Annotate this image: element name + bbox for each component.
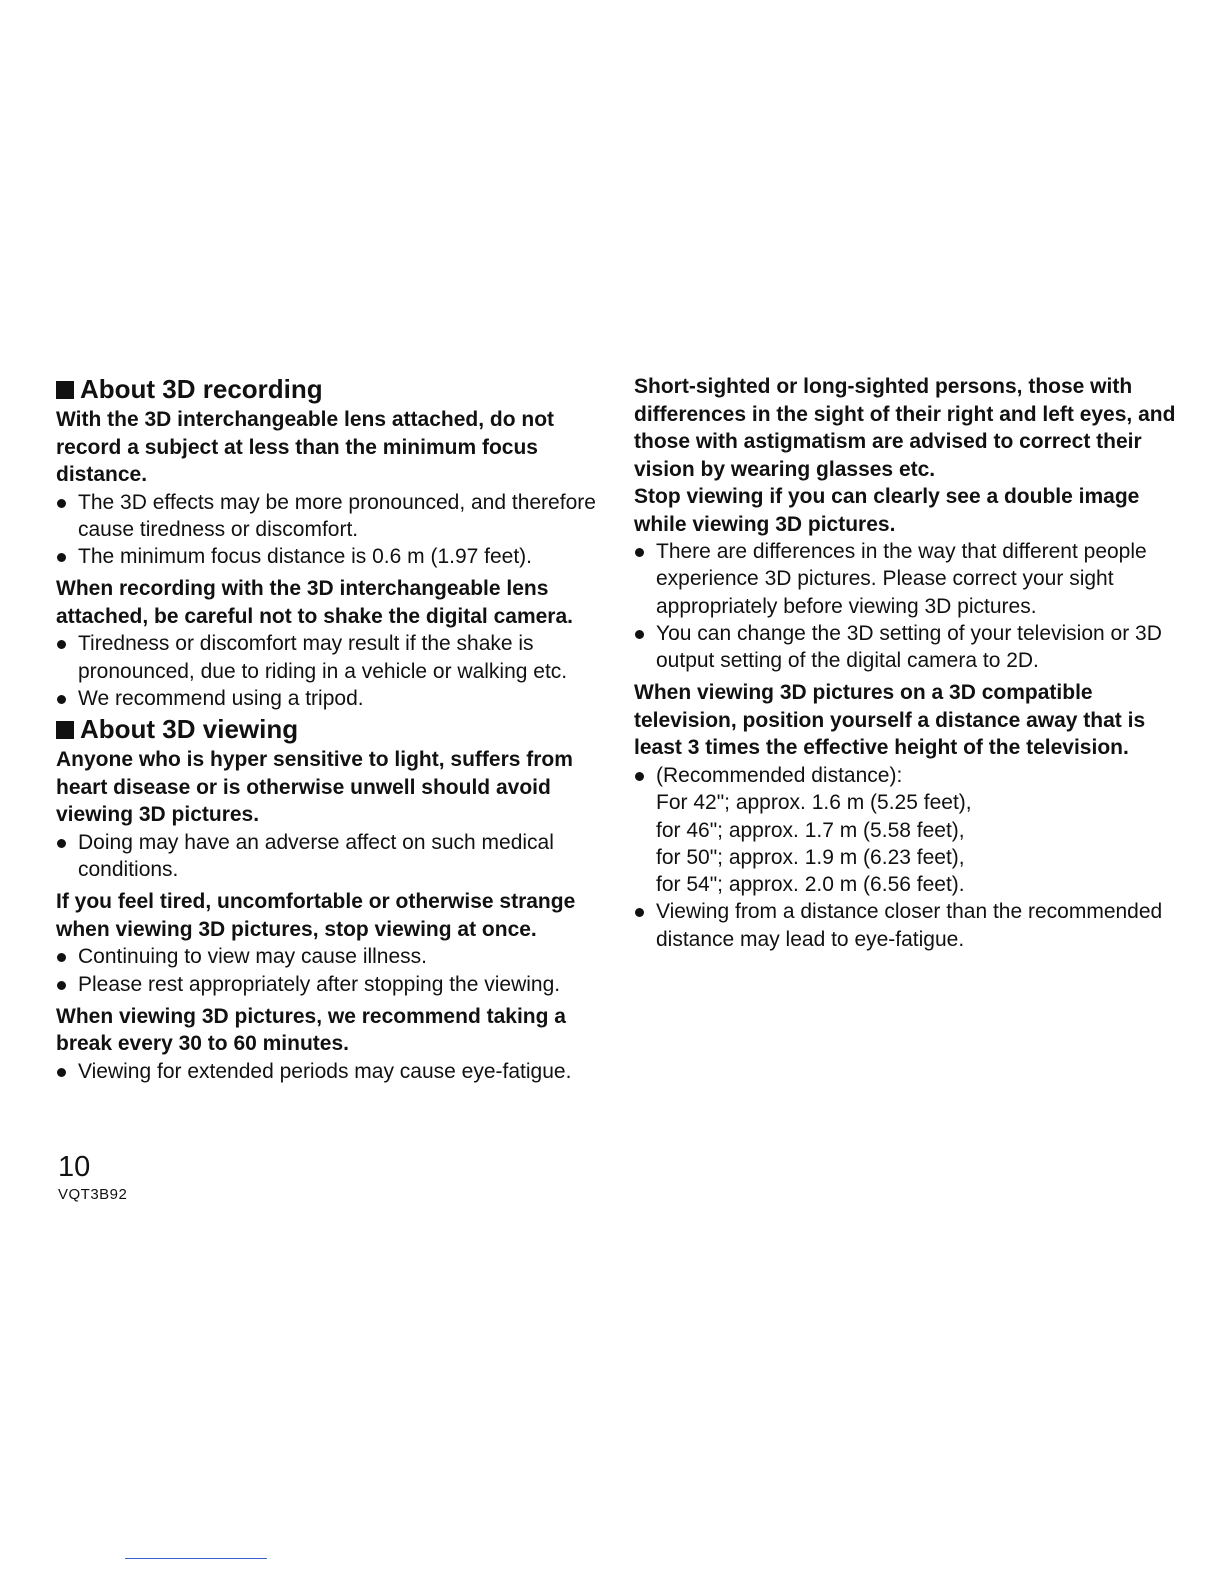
bullet-dot-icon bbox=[635, 548, 644, 557]
square-bullet-icon bbox=[56, 721, 74, 739]
list-item: Doing may have an adverse affect on such medical conditions. bbox=[56, 829, 618, 884]
sensitivity-warning: Anyone who is hyper sensitive to light, suffers from heart disease or is otherwise unwell should avoid viewing 3D pictures. bbox=[56, 748, 573, 827]
document-code: VQT3B92 bbox=[58, 1186, 128, 1203]
page-number: 10 bbox=[58, 1151, 91, 1183]
bullet-dot-icon bbox=[57, 499, 66, 508]
heading-text: About 3D recording bbox=[80, 374, 323, 404]
bullet-dot-icon bbox=[635, 772, 644, 781]
distance-42: For 42"; approx. 1.6 m (5.25 feet), bbox=[656, 791, 972, 815]
square-bullet-icon bbox=[56, 381, 74, 399]
right-column bbox=[634, 373, 1194, 953]
bullet-dot-icon bbox=[57, 640, 66, 649]
bullet-dot-icon bbox=[57, 695, 66, 704]
bullet-dot-icon bbox=[57, 1068, 66, 1077]
list-item: We recommend using a tripod. bbox=[56, 685, 618, 712]
bullet-dot-icon bbox=[57, 981, 66, 990]
list-item: You can change the 3D setting of your television or 3D output setting of the digital camera to 2D. bbox=[634, 620, 1194, 675]
bullet-dot-icon bbox=[635, 908, 644, 917]
list-item: There are differences in the way that different people experience 3D pictures. Please correct your sight appropriately before viewing 3D pictures. bbox=[634, 538, 1194, 620]
distance-50: for 50"; approx. 1.9 m (6.23 feet), bbox=[656, 845, 965, 869]
bullet-dot-icon bbox=[635, 630, 644, 639]
list-item: The 3D effects may be more pronounced, and therefore cause tiredness or discomfort. bbox=[56, 489, 618, 544]
heading-text: About 3D viewing bbox=[80, 714, 299, 745]
bullet-dot-icon bbox=[57, 953, 66, 962]
list-item: Viewing from a distance closer than the recommended distance may lead to eye-fatigue. bbox=[634, 898, 1194, 953]
left-column bbox=[56, 372, 618, 1085]
list-item: The minimum focus distance is 0.6 m (1.97 feet). bbox=[56, 543, 618, 570]
double-image-warning: Stop viewing if you can clearly see a double image while viewing 3D pictures. bbox=[634, 485, 1140, 536]
footer-divider bbox=[125, 1558, 267, 1559]
list-item: Viewing for extended periods may cause eye-fatigue. bbox=[56, 1058, 618, 1085]
break-warning: When viewing 3D pictures, we recommend taking a break every 30 to 60 minutes. bbox=[56, 1004, 566, 1056]
shake-warning: When recording with the 3D interchangeable lens attached, be careful not to shake the digital camera. bbox=[56, 577, 573, 628]
distance-intro: (Recommended distance): bbox=[656, 763, 903, 787]
recording-warning: With the 3D interchangeable lens attached, do not record a subject at less than the minimum focus distance. bbox=[56, 408, 555, 486]
list-item: Please rest appropriately after stopping the viewing. bbox=[56, 971, 618, 998]
list-item: Tiredness or discomfort may result if the shake is pronounced, due to riding in a vehicle or walking etc. bbox=[56, 630, 618, 685]
bullet-dot-icon bbox=[57, 553, 66, 562]
bullet-dot-icon bbox=[57, 839, 66, 848]
tired-warning: If you feel tired, uncomfortable or otherwise strange when viewing 3D pictures, stop viewing at once. bbox=[56, 890, 576, 941]
section-heading-3d-viewing bbox=[56, 712, 618, 746]
list-item: Continuing to view may cause illness. bbox=[56, 943, 618, 970]
distance-46: for 46"; approx. 1.7 m (5.58 feet), bbox=[656, 818, 965, 842]
distance-warning: When viewing 3D pictures on a 3D compatible television, position yourself a distance away that is least 3 times the effective height of the television. bbox=[634, 681, 1146, 760]
distance-54: for 54"; approx. 2.0 m (6.56 feet). bbox=[656, 873, 965, 897]
section-heading-3d-recording bbox=[56, 372, 618, 406]
eyesight-warning: Short-sighted or long-sighted persons, those with differences in the sight of their right and left eyes, and those with astigmatism are advised to correct their vision by wearing glasses etc. bbox=[634, 375, 1176, 481]
list-item-recommended-distance bbox=[634, 762, 1194, 898]
